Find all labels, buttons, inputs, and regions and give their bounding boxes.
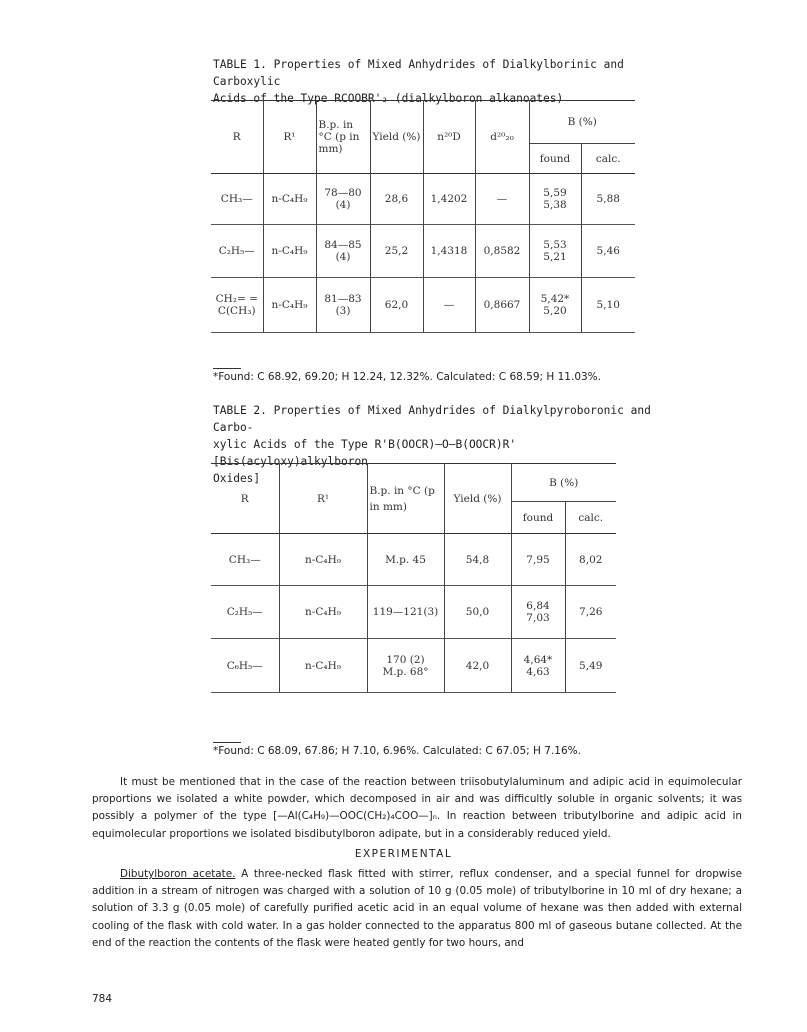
table1-caption: TABLE 1. Properties of Mixed Anhydrides of Dialkylborinic and Carboxylic Acids of the Type RCOOBR'₂ (dialkylboron alkanoates) [213, 58, 624, 105]
t1-col-yield: Yield (%) [370, 101, 423, 174]
t1-col-r: R [211, 101, 263, 174]
t2-col-b: B (%) [511, 464, 616, 502]
t2-col-calc: calc. [565, 502, 616, 534]
table-row: CH₃— n-C₄H₉ M.p. 45 54,8 7,95 8,02 [211, 534, 616, 586]
t1-col-found: found [529, 144, 581, 174]
table2-footnote: *Found: C 68.09, 67.86; H 7.10, 6.96%. Calculated: C 67.05; H 7.16%. [213, 745, 581, 757]
table-row: CH₂= = C(CH₃) n-C₄H₉ 81—83 (3) 62,0 — 0,8667 5,42* 5,20 5,10 [211, 278, 635, 333]
t1-col-calc: calc. [581, 144, 635, 174]
paragraph-experimental: Dibutylboron acetate. A three-necked flask fitted with stirrer, reflux condenser, and a special funnel for dropwise addition in a stream of nitrogen was charged with a solution of 10 g (0.05 mole) of tributylborine in 10 ml of dry hexane; a solution of 3.3 g (0.05 mole) of carefully purified acetic acid in an equal volume of hexane was then added with external cooling of the flask with cold water. In a gas holder connected to the apparatus 800 ml of gaseous butane collected. At the end of the reaction the contents of the flask were heated gently for two hours, and [92, 868, 742, 949]
t2-col-bp: B.p. in °C (p in mm) [367, 464, 444, 534]
page-number: 784 [92, 993, 113, 1005]
table1 [211, 100, 635, 333]
table2-caption: TABLE 2. Properties of Mixed Anhydrides of Dialkylpyroboronic and Carbo- xylic Acids of the Type R'B(OOCR)—O—B(OOCR)R' [Bis(acyloxy)alkylboron Oxides] [213, 404, 651, 485]
table-row: C₆H₅— n-C₄H₉ 170 (2) M.p. 68° 42,0 4,64* 4,63 5,49 [211, 639, 616, 693]
table1-footnote: *Found: C 68.92, 69.20; H 12.24, 12.32%. Calculated: C 68.59; H 11.03%. [213, 371, 601, 383]
t1-col-b: B (%) [529, 101, 635, 144]
paragraph-discussion: It must be mentioned that in the case of the reaction between triisobutylaluminum and adipic acid in equimolecular proportions we isolated a white powder, which decomposed in air and was difficultly soluble in organic solvents; it was possibly a polymer of the type [—Al(C₄H₉)—OOC(CH₂)₄COO—]ₙ. In reaction between tributylborine and adipic acid in equimolecular proportions we isolated bisdibutylboron adipate, but in a considerably reduced yield. [92, 776, 742, 840]
t1-col-n: n²⁰D [423, 101, 475, 174]
table-row: CH₃— n-C₄H₉ 78—80 (4) 28,6 1,4202 — 5,59 5,38 5,88 [211, 174, 635, 225]
t1-col-d: d²⁰₂₀ [475, 101, 529, 174]
t2-col-yield: Yield (%) [444, 464, 511, 534]
t2-col-found: found [511, 502, 565, 534]
t2-col-r: R [211, 464, 279, 534]
t1-col-r1: R¹ [263, 101, 316, 174]
subsection-title: Dibutylboron acetate. [120, 868, 236, 880]
t2-col-r1: R¹ [279, 464, 367, 534]
t1-col-bp: B.p. in °C (p in mm) [316, 101, 370, 174]
table-row: C₂H₅— n-C₄H₉ 119—121(3) 50,0 6,84 7,03 7,26 [211, 586, 616, 639]
table-row: C₂H₅— n-C₄H₉ 84—85 (4) 25,2 1,4318 0,8582 5,53 5,21 5,46 [211, 225, 635, 278]
section-heading: EXPERIMENTAL [354, 848, 453, 860]
table2 [211, 463, 616, 693]
